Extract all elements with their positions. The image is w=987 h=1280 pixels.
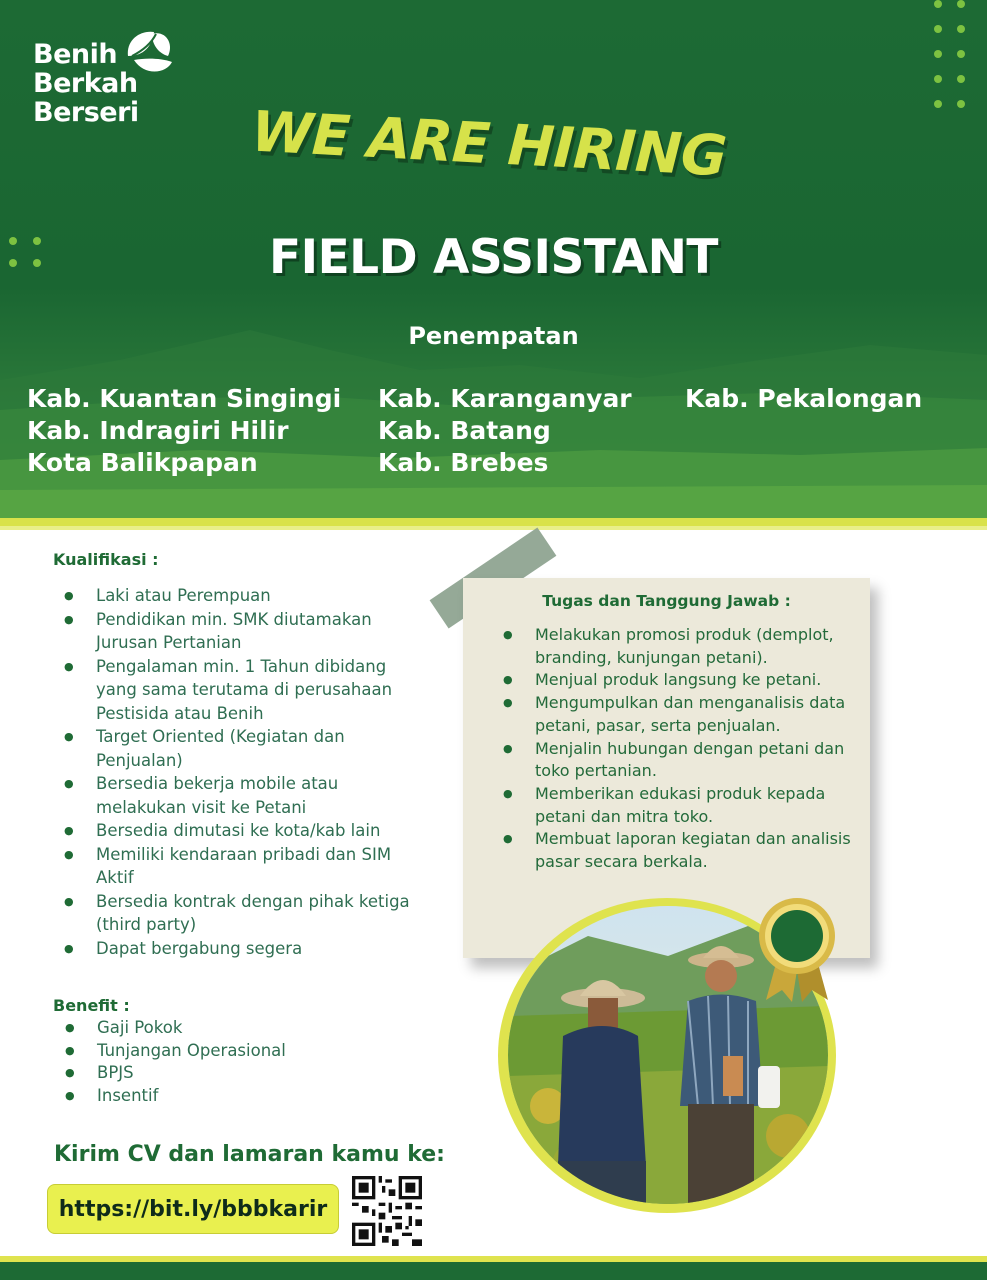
leaf-logo-icon	[122, 26, 176, 78]
list-item: ● Bersedia bekerja mobile atau melakukan visit ke Petani	[52, 772, 432, 819]
placement-location: Kab. Brebes	[378, 448, 549, 477]
list-item: ● Pendidikan min. SMK diutamakan Jurusan Pertanian	[52, 608, 432, 655]
list-item: ● Memberikan edukasi produk kepada petani dan mitra toko.	[491, 783, 871, 828]
divider-band	[0, 518, 987, 526]
brand-line: Berseri	[33, 97, 139, 128]
list-item: ● Memiliki kendaraan pribadi dan SIM Aktif	[52, 843, 432, 890]
medal-badge-icon	[756, 896, 838, 1004]
list-item: ● Mengumpulkan dan menganalisis data petani, pasar, serta penjualan.	[491, 692, 871, 737]
hiring-headline: WE ARE HIRING	[249, 99, 728, 190]
placement-location: Kab. Kuantan Singingi	[27, 384, 342, 413]
decorative-dots	[934, 0, 965, 108]
footer-bar	[0, 1262, 987, 1280]
list-item: ● Bersedia kontrak dengan pihak ketiga (third party)	[52, 890, 432, 937]
benefit-list	[53, 1017, 393, 1108]
cta-text: Kirim CV dan lamaran kamu ke:	[54, 1142, 445, 1167]
placement-location: Kota Balikpapan	[27, 448, 258, 477]
list-item: ● Bersedia dimutasi ke kota/kab lain	[52, 819, 432, 843]
list-item: ● Menjual produk langsung ke petani.	[491, 669, 871, 692]
divider-band	[0, 526, 987, 530]
list-item: ● Membuat laporan kegiatan dan analisis pasar secara berkala.	[491, 828, 871, 873]
qr-code-icon[interactable]	[352, 1176, 422, 1246]
hero-banner	[0, 0, 987, 520]
qualifications-list	[52, 584, 432, 960]
placement-location: Kab. Karanganyar	[378, 384, 632, 413]
benefit-title: Benefit :	[53, 996, 130, 1015]
placement-location: Kab. Batang	[378, 416, 551, 445]
duties-title: Tugas dan Tanggung Jawab :	[542, 592, 791, 610]
brand-line: Berkah	[33, 68, 138, 99]
job-title: FIELD ASSISTANT	[268, 230, 718, 285]
list-item: ● Tunjangan Operasional	[53, 1040, 393, 1063]
list-item: ● Pengalaman min. 1 Tahun dibidang yang sama terutama di perusahaan Pestisida atau Benih	[52, 655, 432, 726]
duties-list	[491, 624, 871, 874]
brand-line: Benih	[33, 39, 118, 70]
list-item: ● Laki atau Perempuan	[52, 584, 432, 608]
list-item: ● Gaji Pokok	[53, 1017, 393, 1040]
list-item: ● Melakukan promosi produk (demplot, branding, kunjungan petani).	[491, 624, 871, 669]
apply-link[interactable]: https://bit.ly/bbbkarir	[47, 1184, 339, 1234]
placement-label: Penempatan	[408, 322, 579, 350]
placement-location: Kab. Indragiri Hilir	[27, 416, 289, 445]
list-item: ● Target Oriented (Kegiatan dan Penjualan)	[52, 725, 432, 772]
list-item: ● Insentif	[53, 1085, 393, 1108]
list-item: ● Menjalin hubungan dengan petani dan toko pertanian.	[491, 738, 871, 783]
list-item: ● Dapat bergabung segera	[52, 937, 432, 961]
list-item: ● BPJS	[53, 1062, 393, 1085]
placement-location: Kab. Pekalongan	[685, 384, 923, 413]
qualifications-title: Kualifikasi :	[53, 550, 159, 569]
